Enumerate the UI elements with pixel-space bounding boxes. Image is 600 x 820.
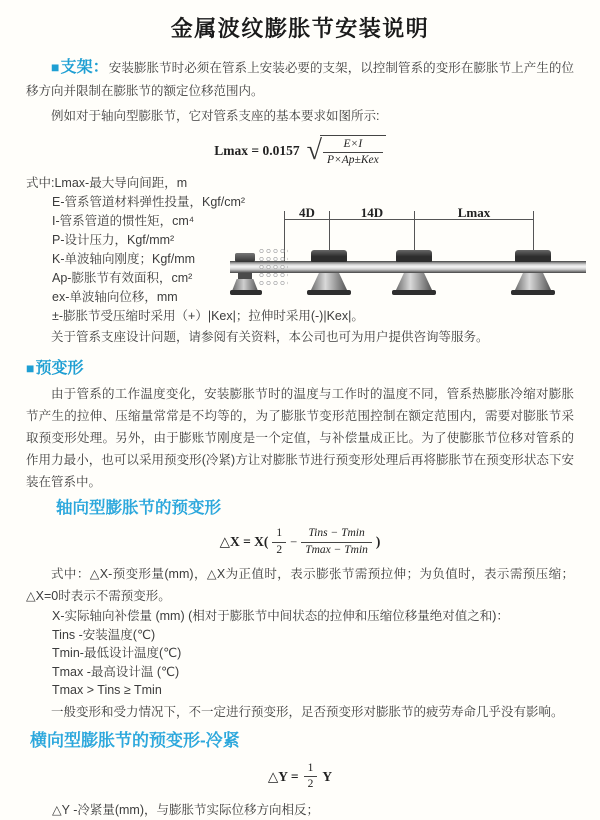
definition-item: Ap-膨胀节有效面积，cm²: [52, 271, 193, 285]
axial-general-note: 一般变形和受力情况下，不一定进行预变形，足否预变形对膨胀节的疲劳寿命几乎没有影响。: [51, 704, 564, 719]
one-half-fraction: $\frac{1}{2}$: [272, 527, 286, 556]
minus-operator: −: [290, 534, 298, 549]
pipe-support-diagram: [230, 205, 586, 305]
radical-sign: [307, 135, 386, 167]
support-example-text: 例如对于轴向型膨胀节，它对管系支座的基本要求如图所示:: [51, 109, 380, 123]
definition-item: ex-单波轴向位移，mm: [52, 290, 178, 304]
lmax-fraction: [323, 138, 383, 167]
axial-formula-lhs: △X = X(: [219, 534, 269, 549]
lmax-denominator: P×Ap±Kex: [326, 154, 379, 166]
section-marker-icon: ■: [51, 59, 60, 75]
dim-label-14d: 14D: [360, 205, 384, 220]
temperature-fraction: $\frac{\text{Tins − Tmin}}{Tmax - Tmin}$: [301, 527, 372, 556]
formula-definitions-section: [26, 173, 574, 353]
bellows-icon: [258, 247, 288, 287]
definition-item: E-管系管道材料弹性投量，Kgf/cm²: [52, 195, 246, 209]
document-page: [0, 14, 600, 817]
support-heading-label: 支架：: [60, 59, 109, 76]
support-intro-text: 安装膨胀节时必须在管系上安装必要的支架，以控制管系的变形在膨胀节上产生的位移方向并限制在膨胀节的额定位移范围内。: [26, 61, 574, 98]
lateral-formula: [0, 762, 600, 792]
axial-explain-text: 式中：△X-预变形量(mm)，△X为正值时，表示膨张节需预拉伸；为负值时，表示需预压缩；△X=0时表示不需预变形。: [26, 567, 574, 603]
dim-label-4d: 4D: [299, 205, 315, 220]
support-note: 关于管系支座设计问题，请参阅有关资料，本公司也可为用户提供咨询等服务。: [51, 330, 489, 344]
x-definition: X-实际轴向补偿量 (mm) (相对于膨胀节中间状态的拉伸和压缩位移量绝对值之和)：: [52, 609, 509, 623]
lmax-numerator: E×I: [323, 138, 383, 153]
support-section-heading: [51, 59, 109, 76]
definition-item: P-设计压力，Kgf/mm²: [52, 233, 175, 247]
dim-label-lmax: Lmax: [457, 205, 491, 220]
temp-definition: Tmin-最低设计温度(℃): [52, 646, 182, 660]
section-marker-icon: ■: [26, 360, 35, 376]
axial-formula-rhs: ): [375, 534, 381, 549]
axial-formula: [0, 525, 600, 559]
predeform-body-text: 由于管系的工作温度变化，安装膨胀节时的温度与工作时的温度不同，管系热膨胀冷缩对膨胀节产生的拉伸、压缩量常常是不均等的，为了膨胀节变形范围控制在额定范围内，需要对膨胀节采取预变形处理。另外，由于膨账节刚度是一个定值，与补偿量成正比。为了使膨胀节位移对管系的作用力最小，也可以采用预变形(冷紧)方让对膨胀节进行预变形处理后再将膨胀节在预变形状态下安装在管系中。: [26, 387, 574, 489]
definition-item: I-管系管道的惯性矩，cm⁴: [52, 214, 195, 228]
lateral-note: △Y -冷紧量(mm)，与膨胀节实际位移方向相反；: [52, 802, 320, 817]
guide-support: [307, 205, 351, 305]
lateral-sub-heading: 横向型膨胀节的预变形-冷紧: [30, 730, 240, 750]
guide-support: [511, 205, 555, 305]
support-paragraph: [26, 56, 574, 103]
one-half-fraction: $\frac{1}{2}$: [304, 762, 318, 791]
temp-inequality: Tmax > Tins ≥ Tmin: [52, 683, 162, 697]
predeform-heading-label: 预变形: [35, 360, 84, 377]
guide-support: [392, 205, 436, 305]
page-title: 金属波纹膨胀节安装说明: [170, 16, 430, 41]
definition-lead: 式中:Lmax-最大导向间距，m: [26, 176, 188, 190]
sqrt-icon: √: [306, 135, 322, 166]
definition-item: K-单波轴向刚度；Kgf/mm: [52, 252, 196, 266]
definition-item: ±-膨胀节受压缩时采用（+）|Kex|；拉伸时采用(-)|Kex|。: [52, 309, 364, 323]
temp-definition: Tmax -最高设计温 (℃): [52, 664, 180, 679]
temp-definition: Tins -安装温度(℃): [52, 627, 156, 642]
lmax-formula-lhs: Lmax = 0.0157: [214, 143, 300, 158]
lmax-formula: [0, 133, 600, 169]
axial-sub-heading: 轴向型膨胀节的预变形: [56, 499, 221, 517]
predeform-section-heading: [26, 358, 574, 379]
lateral-formula-lhs: △Y =: [267, 768, 299, 784]
lateral-formula-rhs: Y: [322, 768, 333, 784]
